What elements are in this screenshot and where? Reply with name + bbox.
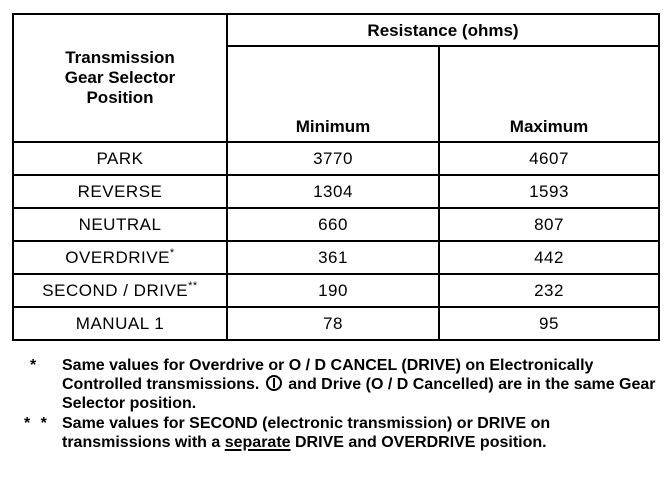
min-value-cell: 190 — [227, 274, 439, 307]
header-line: Transmission — [65, 48, 175, 67]
table-row — [13, 241, 659, 274]
footnote-text: Same values for Overdrive or O / D CANCEL (DRIVE) on Electronically Controlled transmissions. — [62, 357, 594, 393]
footnote-emphasis: separate — [224, 434, 291, 451]
min-value-cell: 660 — [227, 208, 439, 241]
column-header-maximum: Maximum — [439, 46, 659, 142]
column-group-header-resistance: Resistance (ohms) — [227, 14, 659, 46]
gear-position-label: MANUAL 1 — [75, 314, 165, 333]
footnote-text: and Drive (O / D Cancelled) are in the same Gear Selector position. — [62, 376, 656, 412]
header-line: Position — [86, 88, 154, 107]
max-value-cell: 4607 — [439, 142, 659, 175]
gear-position-label: PARK — [96, 149, 144, 168]
header-line: Gear Selector — [64, 68, 176, 87]
footnote-text: DRIVE and OVERDRIVE position. — [295, 434, 547, 451]
gear-position-label: REVERSE — [77, 182, 163, 201]
column-header-minimum: Minimum — [227, 46, 439, 142]
max-value-cell: 442 — [439, 241, 659, 274]
min-value-cell: 361 — [227, 241, 439, 274]
max-value-cell: 95 — [439, 307, 659, 340]
min-value-cell: 3770 — [227, 142, 439, 175]
table-row — [13, 142, 659, 175]
table-row — [13, 175, 659, 208]
footnote-marker: ** — [188, 280, 198, 292]
footnote-mark: * — [30, 357, 37, 374]
footnote-mark: * * — [24, 415, 50, 432]
gear-position-label: SECOND / DRIVE — [42, 281, 189, 300]
footnote-marker: * — [169, 247, 175, 259]
footnote-double-asterisk — [12, 414, 662, 452]
table-row — [13, 208, 659, 241]
gear-position-cell — [13, 142, 227, 175]
max-value-cell: 807 — [439, 208, 659, 241]
gear-position-cell — [13, 274, 227, 307]
min-value-cell: 78 — [227, 307, 439, 340]
max-value-cell: 1593 — [439, 175, 659, 208]
resistance-table — [12, 13, 660, 341]
table-row — [13, 307, 659, 340]
footnote-single-asterisk — [12, 356, 662, 413]
gear-position-cell — [13, 241, 227, 274]
gear-position-label: NEUTRAL — [78, 215, 162, 234]
gear-position-cell — [13, 208, 227, 241]
table-header-row — [13, 14, 659, 46]
gear-position-cell — [13, 307, 227, 340]
column-header-gear-position — [13, 14, 227, 142]
footnote-text: Same values for SECOND (electronic transmission) or DRIVE on transmissions with a — [62, 415, 551, 451]
gear-position-label: OVERDRIVE — [65, 248, 170, 267]
table-row — [13, 274, 659, 307]
max-value-cell: 232 — [439, 274, 659, 307]
gear-position-cell — [13, 175, 227, 208]
footnotes — [12, 356, 662, 453]
min-value-cell: 1304 — [227, 175, 439, 208]
overdrive-symbol-icon — [266, 375, 282, 391]
